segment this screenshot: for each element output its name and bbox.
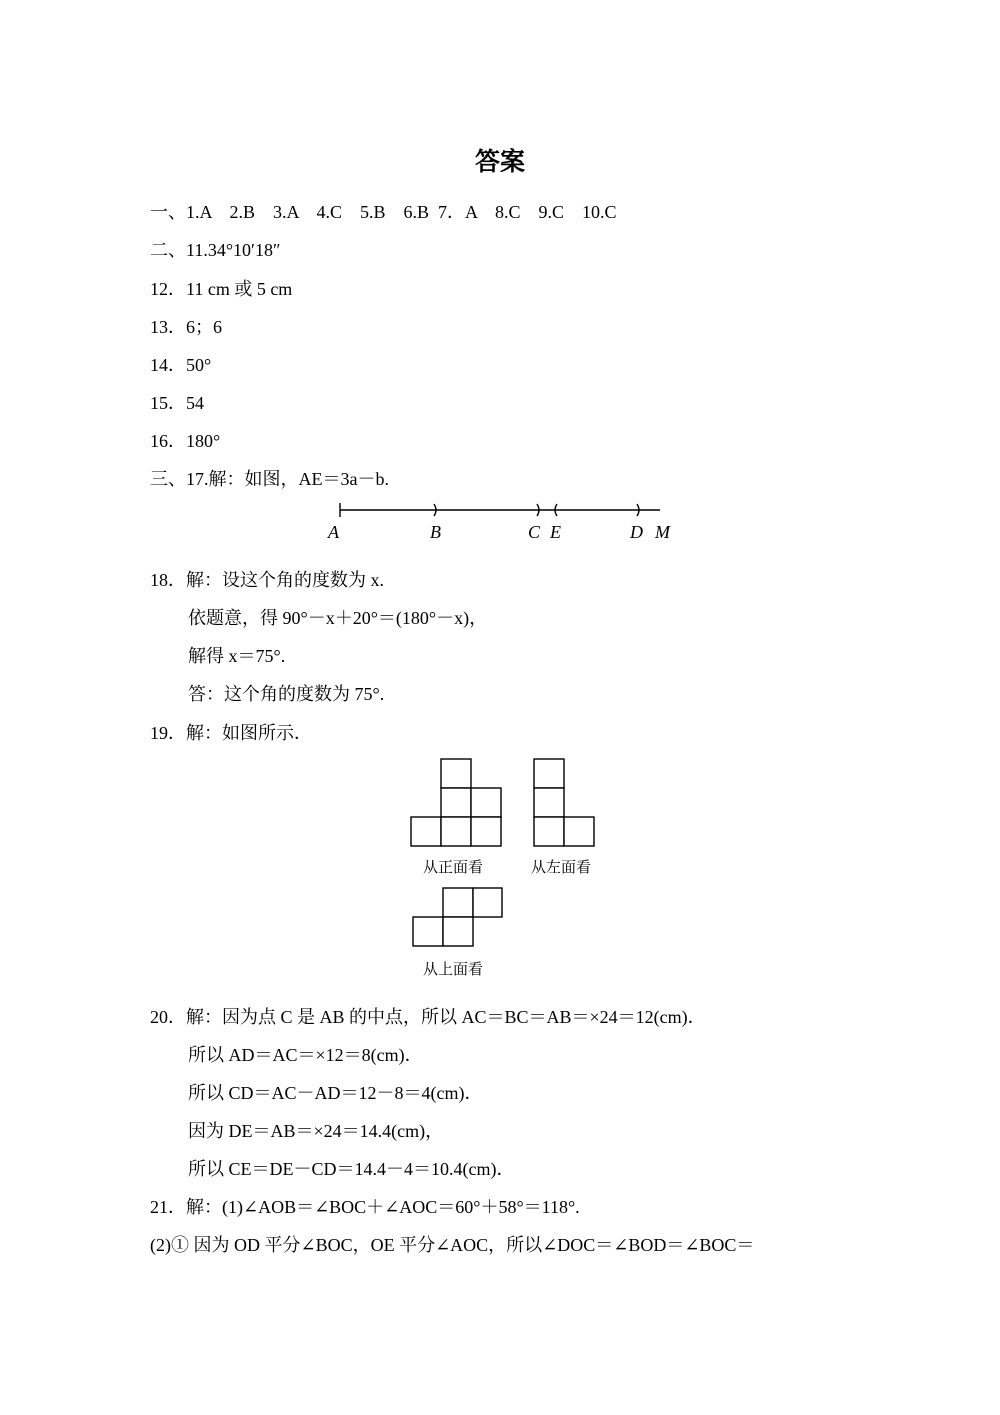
answer-line-18-step2: 解得 x＝75°. — [188, 646, 286, 666]
label-a: A — [328, 522, 339, 542]
label-b: B — [430, 522, 441, 542]
arc-mark-c — [537, 504, 539, 516]
answer-line-1: 一、1.A 2.B 3.A 4.C 5.B 6.B 7．A 8.C 9.C 10.C — [150, 202, 617, 222]
answer-line-2: 二、11.34°10′18″ — [150, 240, 281, 260]
answer-line-15: 15．54 — [150, 393, 204, 413]
label-m: M — [655, 522, 670, 542]
label-c: C — [528, 522, 541, 542]
answer-line-20-step1: 所以 AD＝AC＝×12＝8(cm)． — [188, 1045, 423, 1065]
answer-line-20-step3: 因为 DE＝AB＝×24＝14.4(cm)， — [188, 1121, 444, 1141]
answer-line-20-step2: 所以 CD＝AC－AD＝12－8＝4(cm)． — [188, 1083, 483, 1103]
front-view-figure — [411, 759, 501, 846]
answer-line-21: 21．解：(1)∠AOB＝∠BOC＋∠AOC＝60°＋58°＝118°. — [150, 1197, 580, 1217]
caption-top-view: 从上面看 — [423, 962, 484, 978]
arc-mark-b — [434, 504, 436, 516]
answer-line-18-answer: 答：这个角的度数为 75°. — [188, 684, 385, 704]
answer-line-18: 18．解：设这个角的度数为 x. — [150, 570, 384, 590]
page-title: 答案 — [474, 147, 525, 176]
answer-line-18-step1: 依题意，得 90°－x＋20°＝(180°－x)， — [188, 608, 488, 628]
top-view-figure — [413, 888, 502, 946]
caption-left-view: 从左面看 — [531, 860, 592, 876]
arc-mark-d — [637, 504, 639, 516]
label-d: D — [630, 522, 643, 542]
left-view-figure — [534, 759, 594, 846]
answer-line-19: 19．解：如图所示． — [150, 723, 312, 743]
answer-line-12: 12．11 cm 或 5 cm — [150, 279, 293, 299]
answer-line-13: 13．6；6 — [150, 317, 222, 337]
answer-line-16: 16．180° — [150, 431, 221, 451]
label-e: E — [550, 522, 561, 542]
answer-line-20-step4: 所以 CE＝DE－CD＝14.4－4＝10.4(cm)． — [188, 1159, 515, 1179]
arc-mark-e — [555, 504, 557, 516]
answer-line-21-part2: (2)① 因为 OD 平分∠BOC，OE 平分∠AOC，所以∠DOC＝∠BOD＝∠BOC＝ — [150, 1235, 755, 1255]
answer-line-20: 20．解：因为点 C 是 AB 的中点，所以 AC＝BC＝AB＝×24＝12(cm)． — [150, 1007, 706, 1027]
answer-line-17: 三、17.解：如图，AE＝3a－b. — [150, 469, 389, 489]
caption-front-view: 从正面看 — [423, 860, 484, 876]
answer-line-14: 14．50° — [150, 355, 212, 375]
